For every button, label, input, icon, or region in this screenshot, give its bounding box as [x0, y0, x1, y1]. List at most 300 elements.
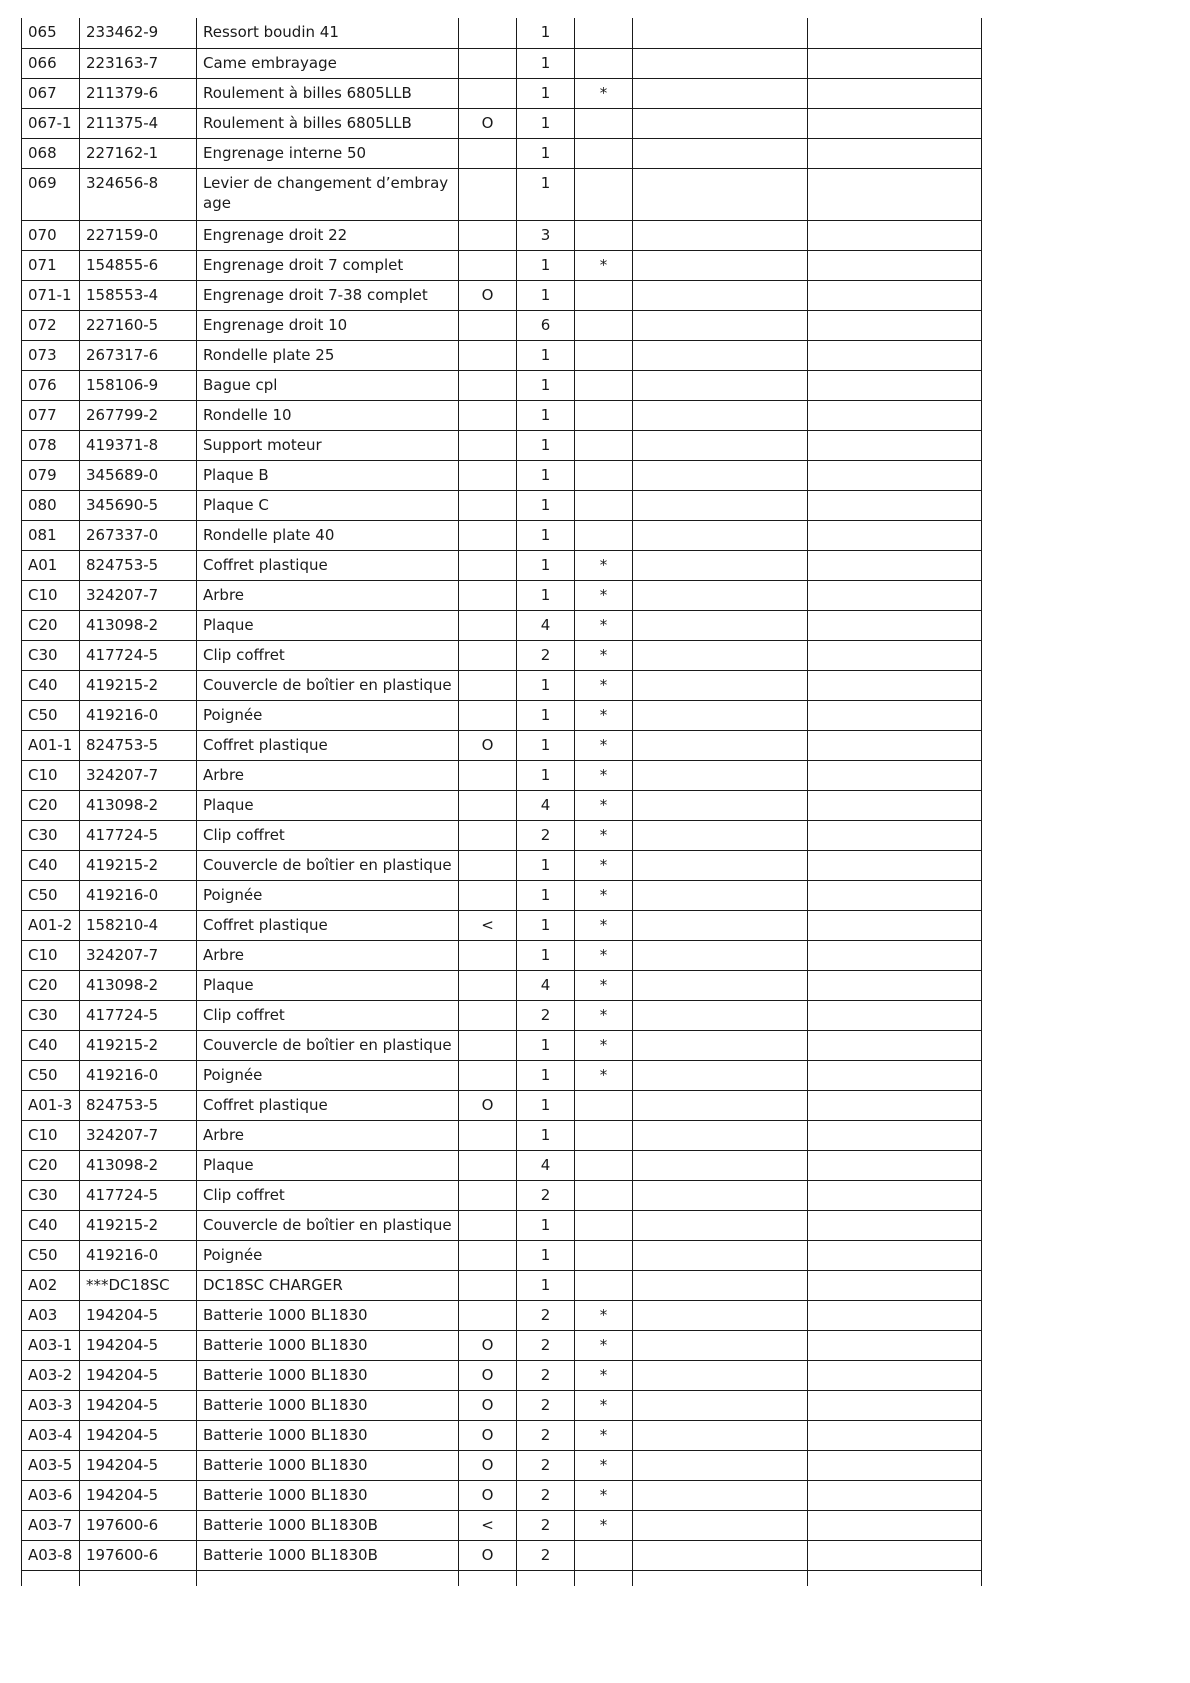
remark-cell	[808, 880, 982, 910]
part-number-cell: 345690-5	[80, 490, 197, 520]
quantity-cell: 1	[517, 340, 575, 370]
description-cell: Poignée	[197, 700, 459, 730]
quantity-cell: 1	[517, 1060, 575, 1090]
remark-cell	[808, 1210, 982, 1240]
quantity-cell: 1	[517, 400, 575, 430]
note-cell	[633, 1450, 808, 1480]
remark-cell	[808, 1360, 982, 1390]
quantity-cell: 3	[517, 220, 575, 250]
description-cell: Poignée	[197, 1060, 459, 1090]
quantity-cell: 1	[517, 1090, 575, 1120]
description-cell: Levier de changement d’embrayage	[197, 168, 459, 220]
remark-cell	[808, 730, 982, 760]
item-ref-cell: 077	[22, 400, 80, 430]
part-number-cell: 419216-0	[80, 1060, 197, 1090]
table-row	[22, 280, 982, 310]
mark-cell: *	[575, 1300, 633, 1330]
table-row	[22, 1150, 982, 1180]
item-ref-cell: C50	[22, 700, 80, 730]
part-number-cell: 419215-2	[80, 1210, 197, 1240]
flag-cell	[459, 1240, 517, 1270]
item-ref-cell: A03-6	[22, 1480, 80, 1510]
flag-cell	[459, 1270, 517, 1300]
table-row	[22, 1090, 982, 1120]
item-ref-cell: A03-2	[22, 1360, 80, 1390]
mark-cell	[575, 490, 633, 520]
flag-cell: <	[459, 1510, 517, 1540]
mark-cell	[575, 138, 633, 168]
table-row	[22, 1270, 982, 1300]
item-ref-cell: A03-1	[22, 1330, 80, 1360]
description-cell: Rondelle 10	[197, 400, 459, 430]
description-cell: Engrenage droit 10	[197, 310, 459, 340]
remark-cell	[808, 1480, 982, 1510]
quantity-cell: 4	[517, 1150, 575, 1180]
table-row	[22, 1360, 982, 1390]
table-row	[22, 610, 982, 640]
description-cell: Engrenage interne 50	[197, 138, 459, 168]
item-ref-cell: 067-1	[22, 108, 80, 138]
item-ref-cell: C40	[22, 1210, 80, 1240]
remark-cell	[808, 610, 982, 640]
quantity-cell: 1	[517, 670, 575, 700]
flag-cell	[459, 1000, 517, 1030]
description-cell: Coffret plastique	[197, 1090, 459, 1120]
remark-cell	[808, 970, 982, 1000]
description-cell: Plaque	[197, 790, 459, 820]
item-ref-cell: C40	[22, 670, 80, 700]
part-number-cell: 417724-5	[80, 820, 197, 850]
note-cell	[633, 730, 808, 760]
flag-cell	[459, 430, 517, 460]
part-number-cell: 417724-5	[80, 1180, 197, 1210]
empty-cell	[808, 1570, 982, 1586]
table-row	[22, 730, 982, 760]
flag-cell: <	[459, 910, 517, 940]
remark-cell	[808, 940, 982, 970]
note-cell	[633, 1090, 808, 1120]
item-ref-cell: C50	[22, 880, 80, 910]
table-row	[22, 78, 982, 108]
remark-cell	[808, 220, 982, 250]
note-cell	[633, 460, 808, 490]
parts-list-table	[21, 18, 982, 1586]
part-number-cell: 419215-2	[80, 1030, 197, 1060]
description-cell: Clip coffret	[197, 640, 459, 670]
item-ref-cell: A03	[22, 1300, 80, 1330]
table-row	[22, 1420, 982, 1450]
note-cell	[633, 580, 808, 610]
description-cell: Plaque C	[197, 490, 459, 520]
description-cell: Batterie 1000 BL1830	[197, 1330, 459, 1360]
quantity-cell: 6	[517, 310, 575, 340]
part-number-cell: 413098-2	[80, 610, 197, 640]
remark-cell	[808, 760, 982, 790]
part-number-cell: ***DC18SC	[80, 1270, 197, 1300]
flag-cell	[459, 970, 517, 1000]
table-row	[22, 108, 982, 138]
quantity-cell: 2	[517, 820, 575, 850]
table-row	[22, 400, 982, 430]
flag-cell	[459, 850, 517, 880]
description-cell: Batterie 1000 BL1830	[197, 1300, 459, 1330]
remark-cell	[808, 1540, 982, 1570]
remark-cell	[808, 108, 982, 138]
mark-cell	[575, 1180, 633, 1210]
item-ref-cell: C10	[22, 940, 80, 970]
table-row	[22, 820, 982, 850]
table-row	[22, 1030, 982, 1060]
part-number-cell: 267337-0	[80, 520, 197, 550]
description-cell: Bague cpl	[197, 370, 459, 400]
note-cell	[633, 48, 808, 78]
flag-cell	[459, 490, 517, 520]
part-number-cell: 417724-5	[80, 640, 197, 670]
description-cell: Plaque B	[197, 460, 459, 490]
description-cell: Poignée	[197, 880, 459, 910]
remark-cell	[808, 820, 982, 850]
note-cell	[633, 760, 808, 790]
part-number-cell: 194204-5	[80, 1360, 197, 1390]
quantity-cell: 1	[517, 1240, 575, 1270]
remark-cell	[808, 1270, 982, 1300]
item-ref-cell: C30	[22, 640, 80, 670]
mark-cell: *	[575, 610, 633, 640]
remark-cell	[808, 1000, 982, 1030]
remark-cell	[808, 78, 982, 108]
description-cell: Couvercle de boîtier en plastique	[197, 1030, 459, 1060]
item-ref-cell: C20	[22, 1150, 80, 1180]
note-cell	[633, 1180, 808, 1210]
quantity-cell: 2	[517, 1510, 575, 1540]
item-ref-cell: 067	[22, 78, 80, 108]
table-row	[22, 1540, 982, 1570]
remark-cell	[808, 400, 982, 430]
table-row	[22, 550, 982, 580]
remark-cell	[808, 1390, 982, 1420]
mark-cell	[575, 18, 633, 48]
flag-cell	[459, 820, 517, 850]
quantity-cell: 1	[517, 760, 575, 790]
table-row	[22, 1480, 982, 1510]
part-number-cell: 324207-7	[80, 1120, 197, 1150]
mark-cell: *	[575, 1480, 633, 1510]
note-cell	[633, 1240, 808, 1270]
flag-cell: O	[459, 1090, 517, 1120]
flag-cell: O	[459, 280, 517, 310]
flag-cell	[459, 580, 517, 610]
mark-cell: *	[575, 1030, 633, 1060]
note-cell	[633, 168, 808, 220]
remark-cell	[808, 430, 982, 460]
quantity-cell: 1	[517, 730, 575, 760]
note-cell	[633, 1510, 808, 1540]
mark-cell	[575, 48, 633, 78]
flag-cell	[459, 520, 517, 550]
mark-cell: *	[575, 580, 633, 610]
quantity-cell: 2	[517, 1180, 575, 1210]
table-row	[22, 850, 982, 880]
description-cell: Poignée	[197, 1240, 459, 1270]
table-row	[22, 970, 982, 1000]
empty-cell	[517, 1570, 575, 1586]
item-ref-cell: 071-1	[22, 280, 80, 310]
flag-cell: O	[459, 1540, 517, 1570]
table-row	[22, 138, 982, 168]
part-number-cell: 417724-5	[80, 1000, 197, 1030]
part-number-cell: 413098-2	[80, 1150, 197, 1180]
description-cell: Batterie 1000 BL1830	[197, 1360, 459, 1390]
quantity-cell: 2	[517, 1330, 575, 1360]
flag-cell	[459, 790, 517, 820]
description-cell: Came embrayage	[197, 48, 459, 78]
quantity-cell: 2	[517, 1000, 575, 1030]
mark-cell	[575, 1090, 633, 1120]
flag-cell: O	[459, 1360, 517, 1390]
part-number-cell: 233462-9	[80, 18, 197, 48]
mark-cell	[575, 168, 633, 220]
item-ref-cell: 071	[22, 250, 80, 280]
mark-cell: *	[575, 1000, 633, 1030]
item-ref-cell: C30	[22, 1000, 80, 1030]
remark-cell	[808, 1240, 982, 1270]
remark-cell	[808, 910, 982, 940]
part-number-cell: 324207-7	[80, 940, 197, 970]
item-ref-cell: C40	[22, 850, 80, 880]
empty-cell	[22, 1570, 80, 1586]
table-row	[22, 460, 982, 490]
note-cell	[633, 880, 808, 910]
quantity-cell: 1	[517, 490, 575, 520]
note-cell	[633, 970, 808, 1000]
quantity-cell: 1	[517, 580, 575, 610]
item-ref-cell: 076	[22, 370, 80, 400]
part-number-cell: 413098-2	[80, 790, 197, 820]
flag-cell: O	[459, 1450, 517, 1480]
description-cell: Clip coffret	[197, 1180, 459, 1210]
description-cell: Batterie 1000 BL1830	[197, 1450, 459, 1480]
item-ref-cell: A01-2	[22, 910, 80, 940]
quantity-cell: 2	[517, 1390, 575, 1420]
part-number-cell: 194204-5	[80, 1390, 197, 1420]
mark-cell	[575, 1270, 633, 1300]
part-number-cell: 154855-6	[80, 250, 197, 280]
part-number-cell: 419215-2	[80, 670, 197, 700]
remark-cell	[808, 340, 982, 370]
part-number-cell: 267799-2	[80, 400, 197, 430]
remark-cell	[808, 1060, 982, 1090]
remark-cell	[808, 48, 982, 78]
description-cell: Batterie 1000 BL1830	[197, 1420, 459, 1450]
item-ref-cell: C50	[22, 1060, 80, 1090]
part-number-cell: 158553-4	[80, 280, 197, 310]
quantity-cell: 1	[517, 168, 575, 220]
item-ref-cell: C10	[22, 580, 80, 610]
table-row	[22, 370, 982, 400]
description-cell: Ressort boudin 41	[197, 18, 459, 48]
quantity-cell: 1	[517, 700, 575, 730]
description-cell: Couvercle de boîtier en plastique	[197, 850, 459, 880]
item-ref-cell: 065	[22, 18, 80, 48]
flag-cell	[459, 1120, 517, 1150]
mark-cell: *	[575, 1060, 633, 1090]
quantity-cell: 2	[517, 1450, 575, 1480]
remark-cell	[808, 1030, 982, 1060]
table-row	[22, 310, 982, 340]
note-cell	[633, 520, 808, 550]
quantity-cell: 1	[517, 370, 575, 400]
quantity-cell: 2	[517, 640, 575, 670]
mark-cell: *	[575, 1510, 633, 1540]
note-cell	[633, 108, 808, 138]
flag-cell	[459, 1150, 517, 1180]
part-number-cell: 211375-4	[80, 108, 197, 138]
part-number-cell: 419371-8	[80, 430, 197, 460]
table-row	[22, 1180, 982, 1210]
description-cell: Plaque	[197, 610, 459, 640]
part-number-cell: 194204-5	[80, 1480, 197, 1510]
note-cell	[633, 790, 808, 820]
item-ref-cell: A01-3	[22, 1090, 80, 1120]
mark-cell: *	[575, 250, 633, 280]
item-ref-cell: C20	[22, 790, 80, 820]
table-row	[22, 1390, 982, 1420]
quantity-cell: 1	[517, 880, 575, 910]
remark-cell	[808, 550, 982, 580]
mark-cell	[575, 108, 633, 138]
flag-cell	[459, 460, 517, 490]
description-cell: Plaque	[197, 1150, 459, 1180]
quantity-cell: 4	[517, 970, 575, 1000]
quantity-cell: 1	[517, 1270, 575, 1300]
note-cell	[633, 1360, 808, 1390]
mark-cell: *	[575, 880, 633, 910]
note-cell	[633, 340, 808, 370]
quantity-cell: 1	[517, 910, 575, 940]
part-number-cell: 419216-0	[80, 1240, 197, 1270]
description-cell: Arbre	[197, 760, 459, 790]
item-ref-cell: 069	[22, 168, 80, 220]
description-cell: Batterie 1000 BL1830	[197, 1390, 459, 1420]
flag-cell	[459, 550, 517, 580]
table-row	[22, 790, 982, 820]
remark-cell	[808, 1450, 982, 1480]
description-cell: Coffret plastique	[197, 910, 459, 940]
note-cell	[633, 1030, 808, 1060]
part-number-cell: 419216-0	[80, 700, 197, 730]
quantity-cell: 4	[517, 790, 575, 820]
mark-cell: *	[575, 700, 633, 730]
part-number-cell: 227159-0	[80, 220, 197, 250]
description-cell: Coffret plastique	[197, 730, 459, 760]
part-number-cell: 345689-0	[80, 460, 197, 490]
part-number-cell: 211379-6	[80, 78, 197, 108]
description-cell: Plaque	[197, 970, 459, 1000]
part-number-cell: 324207-7	[80, 760, 197, 790]
flag-cell	[459, 400, 517, 430]
quantity-cell: 1	[517, 550, 575, 580]
table-row	[22, 250, 982, 280]
flag-cell	[459, 610, 517, 640]
mark-cell: *	[575, 1330, 633, 1360]
quantity-cell: 1	[517, 940, 575, 970]
item-ref-cell: A03-8	[22, 1540, 80, 1570]
empty-cell	[80, 1570, 197, 1586]
remark-cell	[808, 18, 982, 48]
part-number-cell: 194204-5	[80, 1420, 197, 1450]
part-number-cell: 158106-9	[80, 370, 197, 400]
note-cell	[633, 1540, 808, 1570]
description-cell: Clip coffret	[197, 820, 459, 850]
description-cell: Couvercle de boîtier en plastique	[197, 1210, 459, 1240]
quantity-cell: 1	[517, 1120, 575, 1150]
part-number-cell: 158210-4	[80, 910, 197, 940]
mark-cell: *	[575, 640, 633, 670]
mark-cell	[575, 520, 633, 550]
mark-cell	[575, 370, 633, 400]
item-ref-cell: 079	[22, 460, 80, 490]
part-number-cell: 223163-7	[80, 48, 197, 78]
mark-cell: *	[575, 910, 633, 940]
table-row	[22, 340, 982, 370]
table-row	[22, 1330, 982, 1360]
part-number-cell: 324207-7	[80, 580, 197, 610]
table-row	[22, 910, 982, 940]
flag-cell: O	[459, 1330, 517, 1360]
quantity-cell: 2	[517, 1360, 575, 1390]
table-row	[22, 1300, 982, 1330]
part-number-cell: 194204-5	[80, 1330, 197, 1360]
mark-cell: *	[575, 940, 633, 970]
table-row	[22, 1120, 982, 1150]
mark-cell	[575, 1240, 633, 1270]
note-cell	[633, 1390, 808, 1420]
table-row	[22, 18, 982, 48]
remark-cell	[808, 580, 982, 610]
remark-cell	[808, 1180, 982, 1210]
part-number-cell: 824753-5	[80, 730, 197, 760]
note-cell	[633, 1060, 808, 1090]
quantity-cell: 1	[517, 520, 575, 550]
part-number-cell: 413098-2	[80, 970, 197, 1000]
item-ref-cell: 078	[22, 430, 80, 460]
note-cell	[633, 250, 808, 280]
quantity-cell: 2	[517, 1420, 575, 1450]
note-cell	[633, 490, 808, 520]
description-cell: Batterie 1000 BL1830B	[197, 1540, 459, 1570]
item-ref-cell: C10	[22, 1120, 80, 1150]
item-ref-cell: A01	[22, 550, 80, 580]
part-number-cell: 419215-2	[80, 850, 197, 880]
mark-cell: *	[575, 850, 633, 880]
note-cell	[633, 1120, 808, 1150]
table-row	[22, 880, 982, 910]
quantity-cell: 1	[517, 108, 575, 138]
description-cell: Arbre	[197, 1120, 459, 1150]
item-ref-cell: A03-3	[22, 1390, 80, 1420]
flag-cell	[459, 940, 517, 970]
part-number-cell: 267317-6	[80, 340, 197, 370]
part-number-cell: 824753-5	[80, 550, 197, 580]
description-cell: Batterie 1000 BL1830	[197, 1480, 459, 1510]
item-ref-cell: 066	[22, 48, 80, 78]
note-cell	[633, 220, 808, 250]
description-cell: Engrenage droit 22	[197, 220, 459, 250]
table-row	[22, 670, 982, 700]
note-cell	[633, 640, 808, 670]
table-row	[22, 1060, 982, 1090]
remark-cell	[808, 370, 982, 400]
